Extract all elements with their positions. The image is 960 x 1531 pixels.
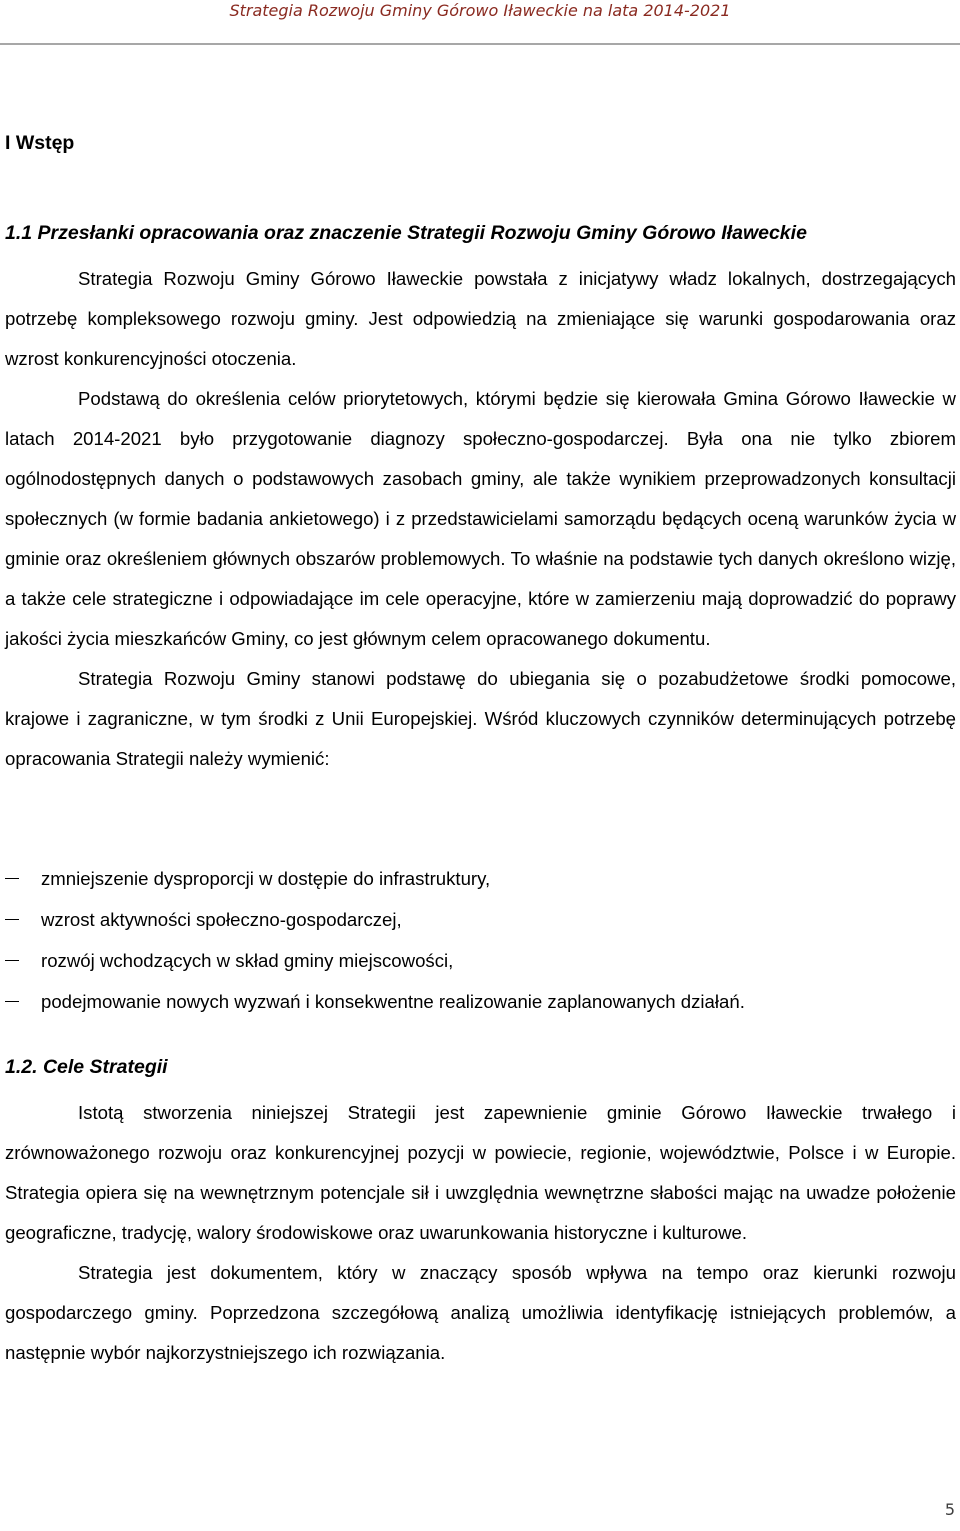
list-item-text: wzrost aktywności społeczno-gospodarczej, xyxy=(41,909,402,930)
list-item xyxy=(5,858,956,899)
page-number: 5 xyxy=(944,1500,955,1519)
section-title-1-1: 1.1 Przesłanki opracowania oraz znaczenie Strategii Rozwoju Gminy Górowo Iławeckie xyxy=(5,222,807,244)
paragraph: Strategia Rozwoju Gminy Górowo Iławeckie powstała z inicjatywy władz lokalnych, dostrzegających potrzebę kompleksowego rozwoju gminy. Jest odpowiedzią na zmieniające się warunki gospodarowania oraz wzrost konkurencyjności otoczenia. xyxy=(5,268,956,369)
header-divider xyxy=(0,43,960,45)
paragraph: Strategia jest dokumentem, który w znaczący sposób wpływa na tempo oraz kierunki rozwoju gospodarczego gminy. Poprzedzona szczegółową analizą umożliwia identyfikację istniejących problemów, a następnie wybór najkorzystniejszego ich rozwiązania. xyxy=(5,1262,956,1363)
list-item-text: rozwój wchodzących w skład gminy miejscowości, xyxy=(41,950,454,971)
dash-bullet-icon xyxy=(5,878,19,879)
dash-bullet-icon xyxy=(5,960,19,961)
dash-bullet-icon xyxy=(5,1001,19,1002)
section-1-2-body xyxy=(5,1093,956,1373)
list-item-text: zmniejszenie dysproporcji w dostępie do infrastruktury, xyxy=(41,868,491,889)
list-item xyxy=(5,899,956,940)
dash-bullet-icon xyxy=(5,919,19,920)
section-1-1-body xyxy=(5,259,956,779)
paragraph: Strategia Rozwoju Gminy stanowi podstawę do ubiegania się o pozabudżetowe środki pomocowe, krajowe i zagraniczne, w tym środki z Unii Europejskiej. Wśród kluczowych czynników determinujących potrzebę opracowania Strategii należy wymienić: xyxy=(5,668,956,769)
list-item-text: podejmowanie nowych wyzwań i konsekwentne realizowanie zaplanowanych działań. xyxy=(41,991,745,1012)
list-item xyxy=(5,981,956,1022)
factors-list xyxy=(5,858,956,1022)
paragraph: Podstawą do określenia celów priorytetowych, którymi będzie się kierowała Gmina Górowo Iławeckie w latach 2014-2021 było przygotowanie diagnozy społeczno-gospodarczej. Była ona nie tylko zbiorem ogólnodostępnych danych o podstawowych zasobach gminy, ale także wynikiem przeprowadzonych konsultacji społecznych (w formie badania ankietowego) i z przedstawicielami samorządu będących oceną warunków życia w gminie oraz określeniem głównych obszarów problemowych. To właśnie na podstawie tych danych określono wizję, a także cele strategiczne i odpowiadające im cele operacyjne, które w zamierzeniu mają doprowadzić do poprawy jakości życia mieszkańców Gminy, co jest głównym celem opracowanego dokumentu. xyxy=(5,388,956,649)
running-header: Strategia Rozwoju Gminy Górowo Iławeckie na lata 2014-2021 xyxy=(229,1,731,20)
chapter-title: I Wstęp xyxy=(5,132,75,154)
paragraph: Istotą stworzenia niniejszej Strategii jest zapewnienie gminie Górowo Iławeckie trwałego i zrównoważonego rozwoju oraz konkurencyjnej pozycji w powiecie, regionie, województwie, Polsce i w Europie. Strategia opiera się na wewnętrznym potencjale sił i uwzględnia wewnętrzne słabości mając na uwadze położenie geograficzne, tradycję, walory środowiskowe oraz uwarunkowania historyczne i kulturowe. xyxy=(5,1102,956,1243)
list-item xyxy=(5,940,956,981)
section-title-1-2: 1.2. Cele Strategii xyxy=(5,1056,168,1078)
